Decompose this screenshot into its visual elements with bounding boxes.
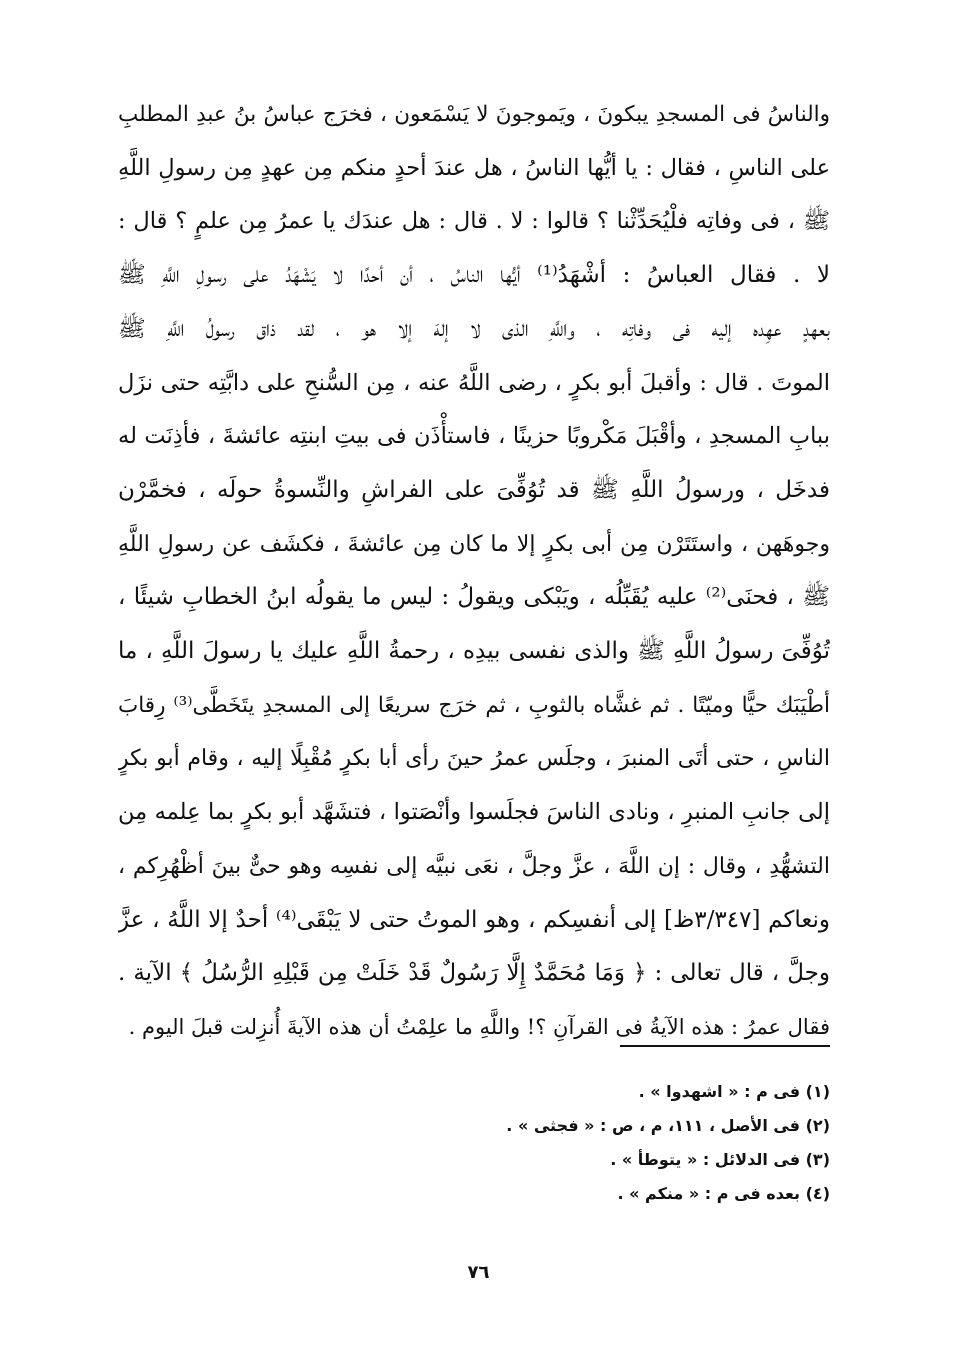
body-line: وجوهَهن ، واستَتَرْن مِن أبى بكرٍ إلا ما كان مِن عائشةَ ، فكشَف عن رسولِ اللَّهِ	[118, 531, 830, 557]
body-line: إلى جانبِ المنبرِ ، ونادى الناسَ فجلَسوا وأنْصَتوا ، فتشَهَّد أبو بكرٍ بما عِلمه مِن	[118, 799, 830, 826]
body-line: بعهدٍ عهِده إليه فى وفاتِه ، واللَّهِ الذى لا إلهَ إلا هو ، لقد ذاق رسولُ اللَّهِ ﷺ	[118, 315, 830, 342]
body-line: ببابِ المسجدِ ، وأقْبَلَ مَكْروبًا حزينًا ، فاستأْذَن فى بيتِ ابنتِه عائشةَ ، فأذِنَت له	[118, 423, 830, 450]
body-line: الناسِ ، حتى أتَى المنبرَ ، وجلَس عمرُ حينَ رأى أبا بكرٍ مُقْبِلًا إليه ، وقام أبو بكرٍ	[118, 746, 830, 772]
body-line: على الناسِ ، فقال : يا أيُّها الناسُ ، هل عندَ أحدٍ منكم مِن عهدٍ مِن رسولِ اللَّهِ	[118, 154, 830, 181]
body-text	[118, 88, 830, 1055]
page-number: ٧٦	[467, 1262, 490, 1283]
footnote-item: (١) فى م : « اشهدوا » .	[638, 1082, 830, 1101]
body-line: فدخَل ، ورسولُ اللَّهِ ﷺ قد تُوُفِّىَ على الفراشِ والنِّسوةُ حولَه ، فخمَّرْن	[118, 476, 830, 503]
body-line: تُوُفِّىَ رسولُ اللَّهِ ﷺ والذى نفسى بيدِه ، رحمةُ اللَّهِ عليك يا رسولَ اللَّهِ ، ما	[118, 638, 830, 665]
body-line: ﷺ ، فحنَى⁽²⁾ عليه يُقَبِّلُه ، ويَبْكى ويقولُ : ليس ما يقولُه ابنُ الخطابِ شيئًا ،	[118, 584, 830, 611]
body-line: التشهُّدِ ، وقال : إن اللَّهَ ، عزَّ وجلَّ ، نعَى نبيَّه إلى نفسِه وهو حىٌّ بينَ أظْهُرِكم ،	[118, 853, 830, 879]
body-line: ﷺ ، فى وفاتِه فلْيُحَدِّثْنا ؟ قالوا : لا . قال : هل عندَك يا عمرُ مِن علمٍ ؟ قال :	[118, 208, 830, 235]
footnote-item: (٤) بعده فى م : « منكم » .	[617, 1184, 830, 1203]
footnote-separator	[620, 1045, 830, 1047]
body-line: أطْيَبَك حيًّا وميّتًا . ثم غشَّاه بالثوبِ ، ثم خرَج سريعًا إلى المسجدِ يتَخَطَّى⁽³⁾ رِقابَ	[118, 692, 830, 718]
body-line: والناسُ فى المسجدِ يبكونَ ، ويَموجونَ لا يَسْمَعون ، فخرَج عباسُ بنُ عبدِ المطلبِ	[118, 102, 830, 127]
body-line: لا . فقال العباسُ : أشْهَدُ⁽¹⁾ أيُّها الناسُ ، أن أحدًا لا يَشْهَدُ على رسولِ اللَّهِ ﷺ	[118, 262, 830, 289]
footnotes	[300, 1075, 830, 1211]
footnote-item: (٣) فى الدلائل : « يتوطأ » .	[610, 1150, 830, 1169]
body-line: الموتَ . قال : وأقبلَ أبو بكرٍ ، رضى اللَّهُ عنه ، مِن السُّنحِ على دابَّتِه حتى نزَل	[118, 369, 830, 396]
body-line: ونعاكم [٣/٣٤٧ظ] إلى أنفسِكم ، وهو الموتُ حتى لا يَبْقَى⁽⁴⁾ أحدٌ إلا اللَّهُ ، عزَّ	[118, 906, 830, 933]
footnote-item: (٢) فى الأصل ، ١١١، م ، ص : « فجثى » .	[506, 1116, 830, 1135]
body-line: وجلَّ ، قال تعالى : ﴿ وَمَا مُحَمَّدٌ إِلَّا رَسُولٌ قَدْ خَلَتْ مِن قَبْلِهِ الرُّسُلُ ﴾ الآية .	[118, 960, 830, 987]
body-line: فقال عمرُ : هذه الآيةُ فى القرآنِ ؟! واللَّهِ ما علِمْتُ أن هذه الآيةَ أُنزِلت قبلَ اليوم .	[128, 1014, 830, 1039]
